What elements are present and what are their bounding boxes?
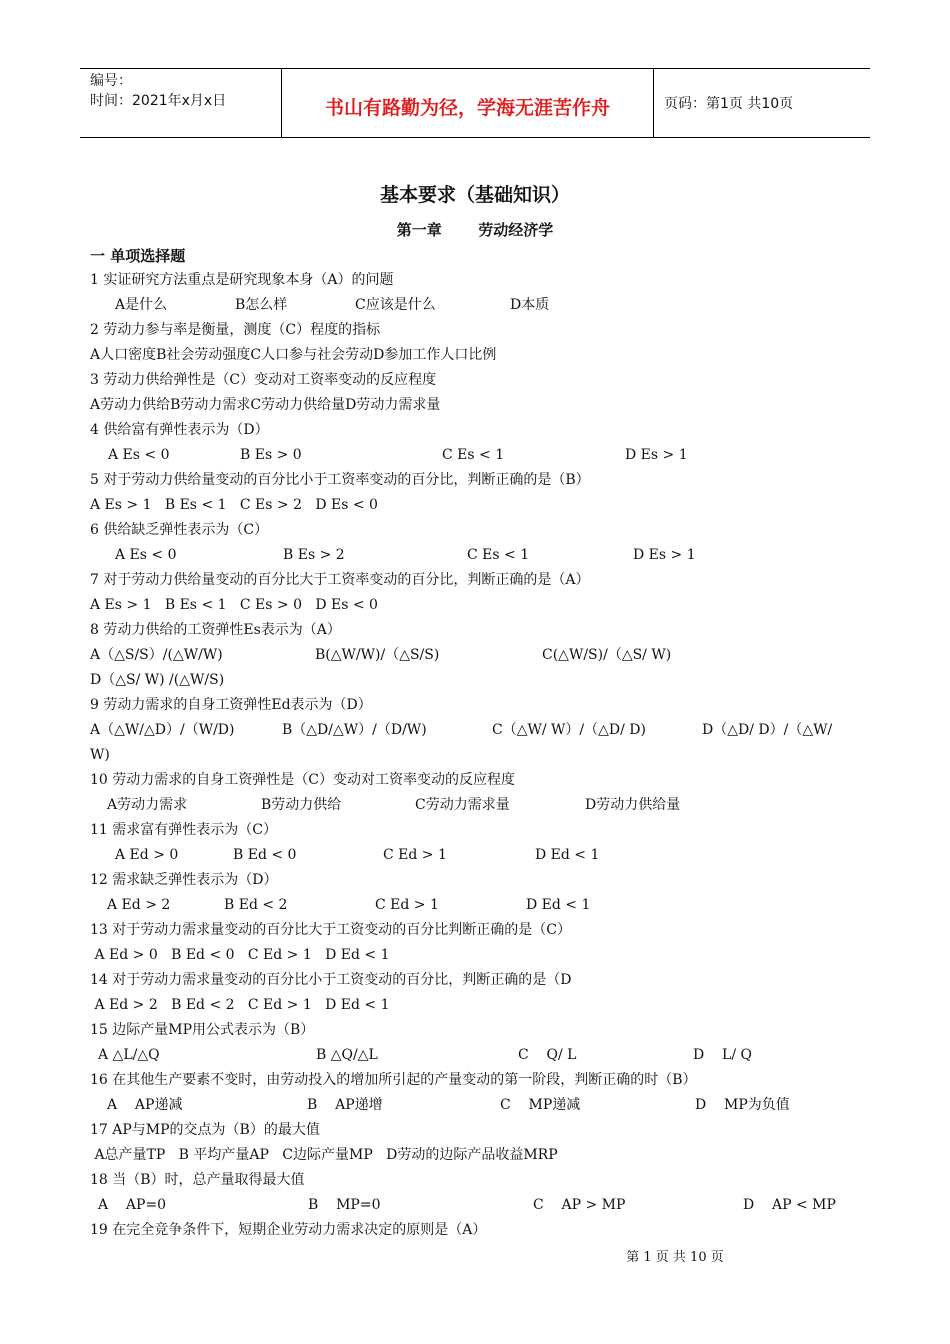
answer-options [90,843,865,868]
answer-option: D AP < MP [743,1197,836,1213]
answer-options [90,718,865,743]
question-text: A人口密度B社会劳动强度C人口参与社会劳动D参加工作人口比例 [90,347,497,363]
answer-option: A AP递减 [107,1097,183,1113]
answer-option: A Ed > 2 [107,897,171,913]
answer-option: C Es < 1 [442,447,505,463]
header-left-cell [80,69,282,137]
question-text: A总产量TP B 平均产量AP C边际产量MP D劳动的边际产品收益MRP [90,1147,558,1163]
question-text: 3 劳动力供给弹性是（C）变动对工资率变动的反应程度 [90,372,437,388]
question-text: W) [90,747,110,763]
question-text: A Ed > 0 B Ed < 0 C Ed > 1 D Ed < 1 [90,947,390,963]
question-text: 12 需求缺乏弹性表示为（D） [90,872,278,888]
answer-option: B △Q/△L [316,1047,378,1063]
answer-option: D本质 [510,297,550,313]
document-title: 基本要求（基础知识） [379,184,570,206]
question-text: 5 对于劳动力供给量变动的百分比小于工资率变动的百分比，判断正确的是（B） [90,472,590,488]
answer-option: C劳动力需求量 [415,797,510,813]
page-footer: 第 1 页 共 10 页 [626,1250,724,1265]
answer-options [90,893,865,918]
question-text: 4 供给富有弹性表示为（D） [90,422,269,438]
question-text: 14 对于劳动力需求量变动的百分比小于工资变动的百分比，判断正确的是（D [90,972,572,988]
answer-options [90,1043,865,1068]
question-text: 19 在完全竞争条件下，短期企业劳动力需求决定的原则是（A） [90,1222,487,1238]
serial-number-label: 编号： [90,73,132,89]
question-text: 18 当（B）时，总产量取得最大值 [90,1172,305,1188]
question-text: 13 对于劳动力需求量变动的百分比大于工资变动的百分比判断正确的是（C） [90,922,571,938]
answer-option: C MP递减 [500,1097,581,1113]
answer-option: C AP > MP [533,1197,626,1213]
answer-option: B劳动力供给 [261,797,342,813]
answer-option: B Ed < 2 [224,897,288,913]
question-text: D（△S/ W) /(△W/S) [90,672,225,688]
answer-option: B Es > 0 [240,447,302,463]
answer-option: A Es < 0 [108,447,170,463]
answer-options [90,1193,865,1218]
question-text: A Es > 1 B Es < 1 C Es > 0 D Es < 0 [90,597,378,613]
question-text: 10 劳动力需求的自身工资弹性是（C）变动对工资率变动的反应程度 [90,772,515,788]
answer-option: B Es > 2 [283,547,345,563]
answer-options [90,793,865,818]
chapter-heading [0,219,950,240]
question-text: 16 在其他生产要素不变时，由劳动投入的增加所引起的产量变动的第一阶段，判断正确的时（B） [90,1072,697,1088]
answer-option: D（△D/ D）/（△W/ [702,722,833,738]
answer-option: A Es < 0 [115,547,177,563]
question-text: 15 边际产量MP用公式表示为（B） [90,1022,315,1038]
answer-option: C(△W/S)/（△S/ W) [542,647,672,663]
answer-option: D劳动力供给量 [585,797,681,813]
answer-option: D L/ Q [693,1047,752,1063]
answer-option: A（△W/△D）/（W/D) [90,722,235,738]
question-text: 11 需求富有弹性表示为（C） [90,822,277,838]
date-label: 时间：2021年x月x日 [90,93,227,109]
answer-option: C Ed > 1 [383,847,447,863]
answer-option: A AP=0 [98,1197,167,1213]
answer-option: D Es > 1 [633,547,696,563]
answer-option: B（△D/△W）/（D/W) [282,722,427,738]
answer-option: C Q/ L [518,1047,577,1063]
answer-option: B AP递增 [307,1097,383,1113]
answer-options [90,293,865,318]
answer-option: B MP=0 [308,1197,381,1213]
answer-option: C应该是什么 [355,297,436,313]
answer-option: A Ed > 0 [115,847,179,863]
answer-option: B(△W/W)/（△S/S) [315,647,440,663]
question-list [90,268,865,1243]
answer-options [90,1093,865,1118]
answer-option: B怎么样 [235,297,288,313]
answer-option: C Es < 1 [467,547,530,563]
question-text: A Es > 1 B Es < 1 C Es > 2 D Es < 0 [90,497,378,513]
chapter-name: 劳动经济学 [478,221,554,239]
answer-option: C（△W/ W）/（△D/ D) [492,722,646,738]
question-text: 8 劳动力供给的工资弹性Es表示为（A） [90,622,341,638]
answer-options [90,643,865,668]
question-text: 2 劳动力参与率是衡量，测度（C）程度的指标 [90,322,381,338]
answer-option: D MP为负值 [695,1097,790,1113]
question-text: 9 劳动力需求的自身工资弹性Ed表示为（D） [90,697,372,713]
answer-option: A劳动力需求 [107,797,188,813]
question-text: 6 供给缺乏弹性表示为（C） [90,522,269,538]
answer-option: A是什么 [115,297,168,313]
answer-option: A（△S/S）/(△W/W) [90,647,223,663]
document-header [80,68,870,138]
answer-option: D Ed < 1 [526,897,591,913]
question-text: A劳动力供给B劳动力需求C劳动力供给量D劳动力需求量 [90,397,441,413]
answer-options [90,543,865,568]
chapter-number: 第一章 [396,221,442,239]
section-heading: 一 单项选择题 [90,247,186,265]
question-text: 7 对于劳动力供给量变动的百分比大于工资率变动的百分比，判断正确的是（A） [90,572,590,588]
page-indicator: 页码：第1页 共10页 [664,96,794,112]
answer-options [90,443,865,468]
answer-option: D Es > 1 [625,447,688,463]
answer-option: D Ed < 1 [535,847,600,863]
answer-option: C Ed > 1 [375,897,439,913]
answer-option: B Ed < 0 [233,847,297,863]
question-text: 17 AP与MP的交点为（B）的最大值 [90,1122,320,1138]
question-text: 1 实证研究方法重点是研究现象本身（A）的问题 [90,272,394,288]
motto: 书山有路勤为径，学海无涯苦作舟 [282,69,654,137]
answer-option: A △L/△Q [98,1047,160,1063]
question-text: A Ed > 2 B Ed < 2 C Ed > 1 D Ed < 1 [90,997,390,1013]
